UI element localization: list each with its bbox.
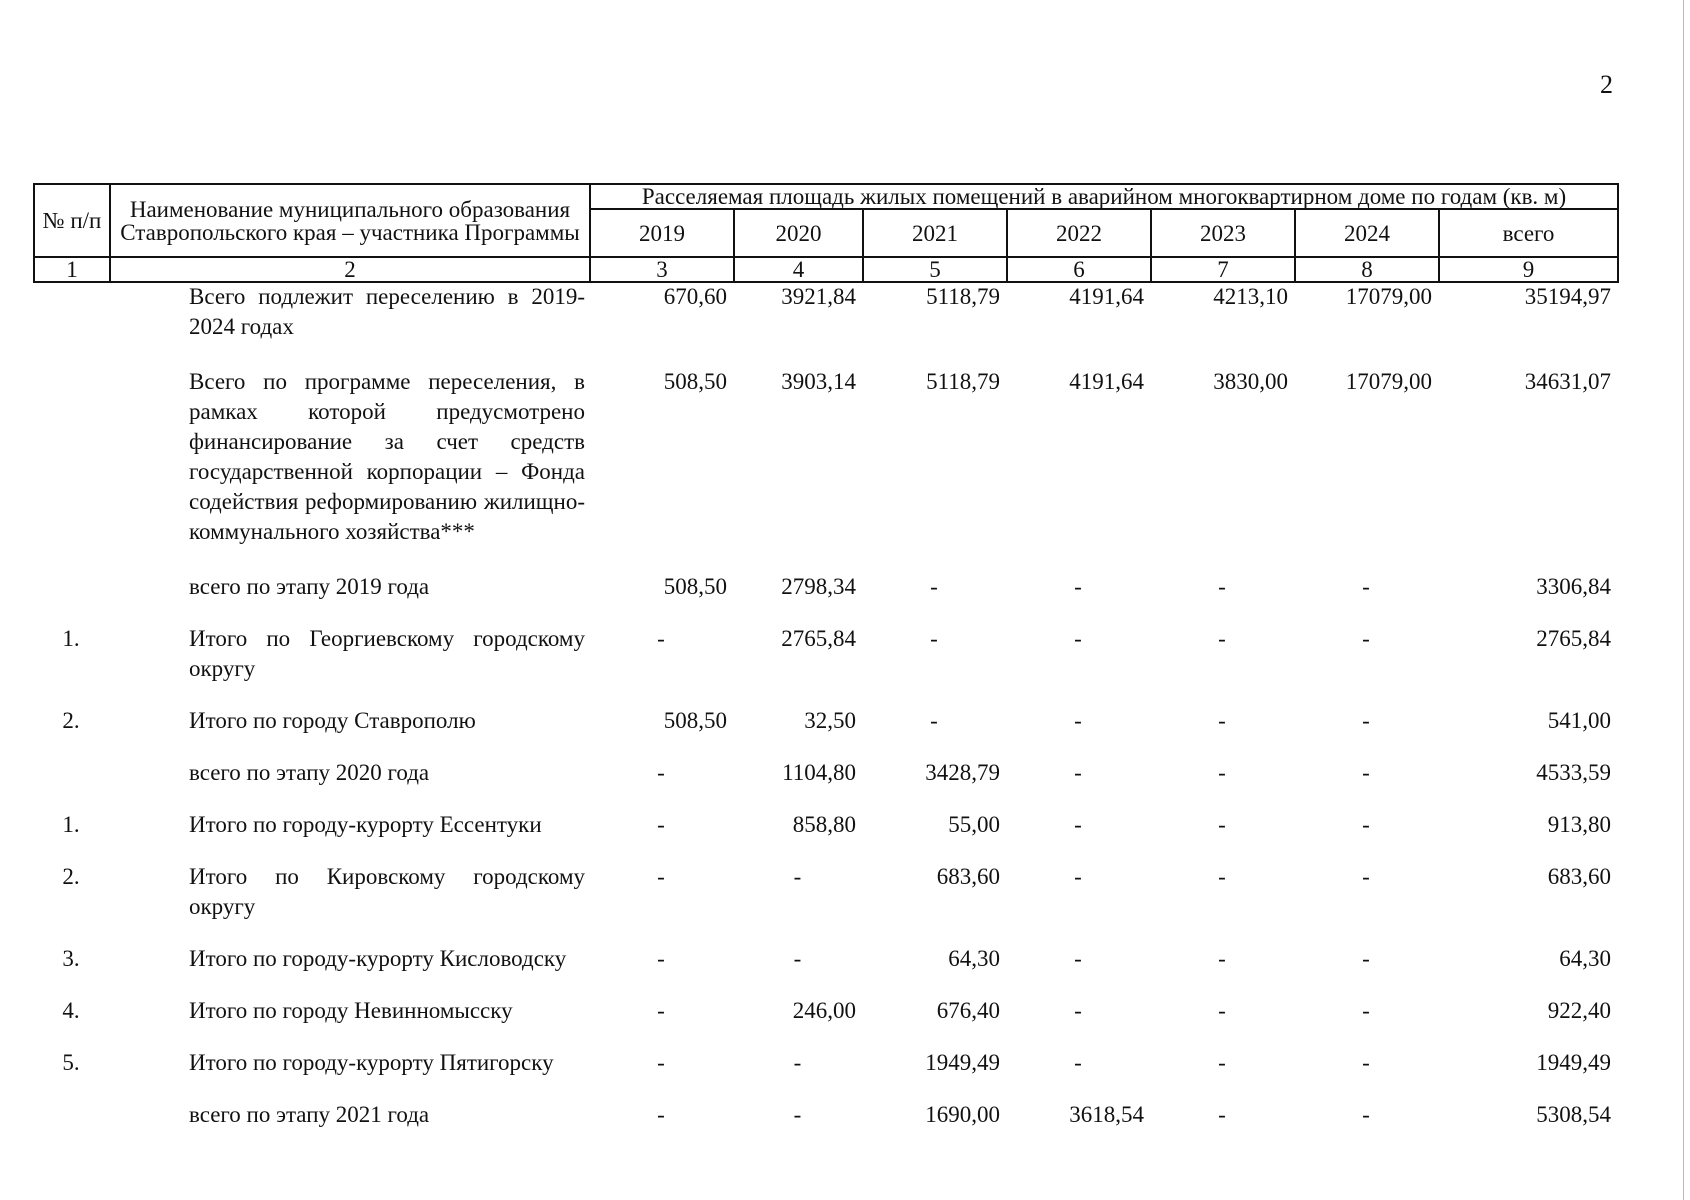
row-year-value: - [657,812,665,837]
row-year-value: 2798,34 [781,574,856,599]
row-year-value: - [1362,998,1370,1023]
row-year-value: 683,60 [936,864,1000,889]
table-row [33,810,1617,862]
column-number: 9 [1439,257,1618,282]
row-total-value: 541,00 [1547,708,1611,733]
row-year-value: 32,50 [804,708,856,733]
row-number: 3. [62,946,80,971]
row-year-value: 55,00 [948,812,1000,837]
row-year-value: - [1074,998,1082,1023]
column-number: 3 [590,257,734,282]
column-number: 4 [734,257,863,282]
table-row [33,862,1617,944]
table-row [33,572,1617,624]
table-rows [33,282,1617,1152]
header-year: 2022 [1007,209,1151,257]
row-year-value: - [657,760,665,785]
row-year-value: - [1362,1050,1370,1075]
row-name: Всего подлежит переселению в 2019-2024 годах [189,284,585,339]
row-year-value: 4191,64 [1069,284,1144,309]
row-number: 1. [62,626,80,651]
row-year-value: - [657,998,665,1023]
row-year-value: - [930,574,938,599]
header-col-no: № п/п [34,184,110,257]
row-year-value: - [657,864,665,889]
row-year-value: - [1218,1050,1226,1075]
table-row [33,624,1617,706]
row-number [33,282,109,367]
row-year-value: 4191,64 [1069,369,1144,394]
row-name: Итого по городу Невинномысску [189,998,513,1023]
row-number [33,758,109,810]
row-year-value: - [1362,812,1370,837]
row-year-value: - [1218,760,1226,785]
table-body [33,282,1617,1152]
row-year-value: - [1218,812,1226,837]
table-row [33,758,1617,810]
row-year-value: - [1362,1102,1370,1127]
row-year-value: - [1218,998,1226,1023]
row-year-value: 17079,00 [1345,369,1432,394]
table-row [33,1048,1617,1100]
row-name: Итого по городу-курорту Ессентуки [189,812,542,837]
row-year-value: - [1362,574,1370,599]
row-year-value: - [1218,864,1226,889]
row-year-value: - [657,946,665,971]
header-year: 2023 [1151,209,1295,257]
row-year-value: - [657,1050,665,1075]
row-year-value: 670,60 [663,284,727,309]
row-total-value: 913,80 [1547,812,1611,837]
column-number: 5 [863,257,1007,282]
row-name: всего по этапу 2020 года [189,760,430,785]
row-year-value: 508,50 [663,369,727,394]
column-number: 8 [1295,257,1439,282]
row-year-value: - [1074,626,1082,651]
row-year-value: - [1074,760,1082,785]
row-year-value: - [1362,708,1370,733]
table-row [33,996,1617,1048]
column-number: 2 [110,257,590,282]
column-number: 1 [34,257,110,282]
row-year-value: - [1218,708,1226,733]
row-year-value: 858,80 [792,812,856,837]
page-number: 2 [1600,70,1613,99]
row-year-value: - [1074,708,1082,733]
row-year-value: 3830,00 [1213,369,1288,394]
row-year-value: 5118,79 [926,284,1000,309]
row-year-value: 676,40 [936,998,1000,1023]
row-total-value: 683,60 [1547,864,1611,889]
row-total-value: 2765,84 [1536,626,1611,651]
row-year-value: - [793,946,802,971]
header-year: 2021 [863,209,1007,257]
table-row [33,367,1617,572]
row-number: 2. [62,708,80,733]
row-name: Итого по городу Ставрополю [189,708,476,733]
row-number: 2. [62,864,80,889]
table-row [33,944,1617,996]
table-row [33,282,1617,367]
row-total-value: 5308,54 [1536,1102,1611,1127]
row-year-value: 1104,80 [782,760,856,785]
row-number [33,367,109,572]
row-total-value: 922,40 [1547,998,1611,1023]
row-year-value: - [793,1102,802,1127]
row-year-value: - [1218,1102,1226,1127]
row-year-value: - [930,626,938,651]
row-year-value: - [793,1050,802,1075]
header-year: 2024 [1295,209,1439,257]
row-total-value: 64,30 [1559,946,1611,971]
row-number: 1. [62,812,80,837]
row-name: Итого по городу-курорту Пятигорску [189,1050,554,1075]
header-year: 2019 [590,209,734,257]
row-year-value: 4213,10 [1213,284,1288,309]
row-number [33,572,109,624]
column-number: 6 [1007,257,1151,282]
row-year-value: - [657,626,665,651]
column-number: 7 [1151,257,1295,282]
header-group-title: Расселяемая площадь жилых помещений в аварийном многоквартирном доме по годам (кв. м) [590,184,1618,209]
row-year-value: 17079,00 [1345,284,1432,309]
row-year-value: 508,50 [663,708,727,733]
row-year-value: - [1218,626,1226,651]
row-year-value: - [1074,864,1082,889]
row-year-value: - [793,864,802,889]
header-year: 2020 [734,209,863,257]
row-name: Всего по программе переселения, в рамках которой предусмотрено финансирование за счет средств государственной корпорации – Фонда содействия реформированию жилищно-коммунального хозяйства*** [189,369,585,544]
row-year-value: 1949,49 [925,1050,1000,1075]
row-name: Итого по Кировскому городскому округу [189,864,585,919]
row-name: всего по этапу 2021 года [189,1102,430,1127]
row-year-value: 64,30 [948,946,1000,971]
row-total-value: 3306,84 [1536,574,1611,599]
row-year-value: - [1218,946,1226,971]
row-year-value: 508,50 [663,574,727,599]
row-year-value: - [657,1102,665,1127]
row-year-value: - [1362,626,1370,651]
row-year-value: 3618,54 [1069,1102,1144,1127]
row-year-value: 2765,84 [781,626,856,651]
table-row [33,1100,1617,1152]
row-year-value: - [1362,760,1370,785]
row-year-value: 3428,79 [925,760,1000,785]
row-year-value: 3903,14 [781,369,856,394]
row-year-value: 246,00 [792,998,856,1023]
row-year-value: - [1074,1050,1082,1075]
row-total-value: 35194,97 [1524,284,1611,309]
header-total: всего [1439,209,1618,257]
row-name: Итого по Георгиевскому городскому округу [189,626,585,681]
row-year-value: - [1074,574,1082,599]
row-year-value: - [1074,946,1082,971]
header-col-name: Наименование муниципального образования Ставропольского края – участника Программы [110,184,590,257]
row-year-value: - [930,708,938,733]
row-name: Итого по городу-курорту Кисловодску [189,946,567,971]
row-year-value: - [1074,812,1082,837]
row-year-value: 3921,84 [781,284,856,309]
row-total-value: 34631,07 [1524,369,1611,394]
row-year-value: 1690,00 [925,1102,1000,1127]
row-number: 5. [62,1050,80,1075]
row-year-value: - [1362,864,1370,889]
row-year-value: 5118,79 [926,369,1000,394]
row-name: всего по этапу 2019 года [189,574,430,599]
row-year-value: - [1362,946,1370,971]
row-number: 4. [62,998,80,1023]
row-total-value: 1949,49 [1536,1050,1611,1075]
row-number [33,1100,109,1152]
row-total-value: 4533,59 [1536,760,1611,785]
row-year-value: - [1218,574,1226,599]
scan-edge-line [1683,0,1684,1200]
table-header [33,183,1619,283]
table-row [33,706,1617,758]
